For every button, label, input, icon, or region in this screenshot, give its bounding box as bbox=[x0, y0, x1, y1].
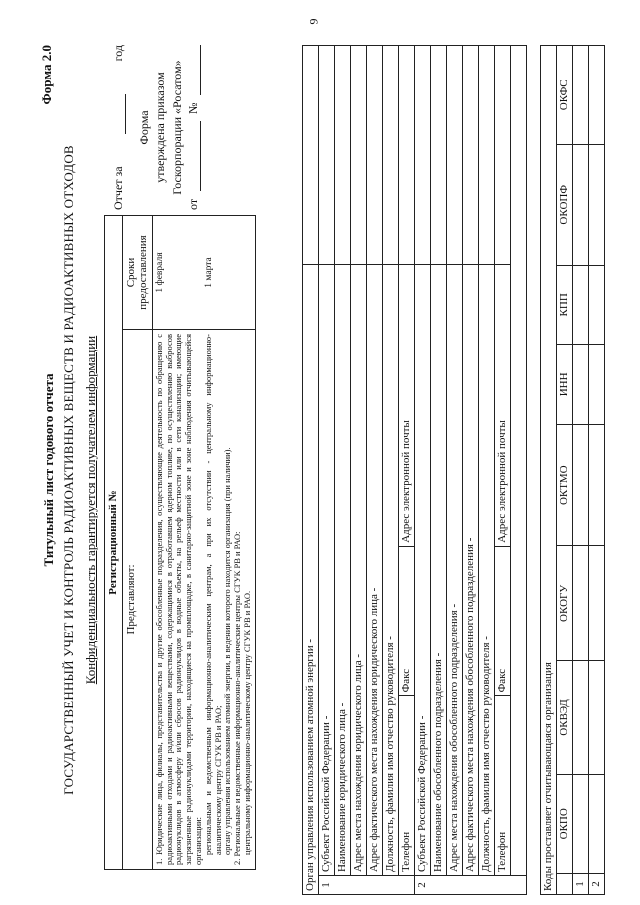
code-header: ОКОПФ bbox=[557, 144, 573, 265]
legal-name-field[interactable] bbox=[335, 46, 351, 265]
form-sheet bbox=[39, 45, 603, 895]
legal-actual-address-label: Адрес фактического места нахождения юридического лица - bbox=[367, 265, 383, 876]
document-title: Титульный лист годового отчета bbox=[41, 373, 56, 567]
code-header: ОКФС bbox=[557, 46, 573, 145]
code-header: КПП bbox=[557, 265, 573, 344]
head-field[interactable] bbox=[383, 46, 399, 265]
phone-label: Телефон bbox=[495, 696, 511, 876]
head-label: Должность, фамилия имя отчество руководителя - bbox=[479, 265, 495, 876]
codes-table bbox=[540, 45, 605, 895]
code-header: ОКВЭД bbox=[557, 661, 573, 774]
year-label: год bbox=[111, 45, 125, 62]
form-word: Форма bbox=[137, 110, 152, 145]
email-label: Адрес электронной почты bbox=[399, 265, 415, 546]
legal-actual-address-field[interactable] bbox=[367, 46, 383, 265]
registration-number: Регистрационный № bbox=[105, 216, 123, 870]
code-cell[interactable] bbox=[573, 144, 589, 265]
confidentiality-note: Конфиденциальность гарантируется получателем информации bbox=[83, 335, 98, 685]
page-number: 9 bbox=[306, 18, 321, 25]
unit-actual-address-field[interactable] bbox=[463, 46, 479, 265]
code-header: ОКОГУ bbox=[557, 546, 573, 661]
code-row-number: 2 bbox=[589, 874, 605, 895]
legal-address-label: Адрес места нахождения юридического лица - bbox=[351, 265, 367, 876]
code-cell[interactable] bbox=[589, 774, 605, 873]
fax-label: Факс bbox=[399, 546, 415, 696]
org-body-field[interactable] bbox=[303, 46, 319, 265]
organization-table bbox=[302, 45, 527, 895]
code-header: ОКТМО bbox=[557, 425, 573, 546]
registration-table bbox=[104, 215, 256, 870]
subject-rf-label: Субъект Российской Федерации - bbox=[415, 265, 431, 876]
code-cell[interactable] bbox=[589, 265, 605, 344]
code-header: ИНН bbox=[557, 344, 573, 424]
code-cell[interactable] bbox=[589, 46, 605, 145]
code-cell[interactable] bbox=[573, 661, 589, 774]
subject-rf-field[interactable] bbox=[415, 46, 431, 265]
code-cell[interactable] bbox=[589, 344, 605, 424]
code-cell[interactable] bbox=[573, 546, 589, 661]
unit-name-label: Наименование обособленного подразделения - bbox=[431, 265, 447, 876]
code-cell[interactable] bbox=[589, 425, 605, 546]
corp-name: Госкорпорации «Росатом» bbox=[169, 60, 184, 195]
code-cell[interactable] bbox=[589, 144, 605, 265]
code-row-number: 1 bbox=[573, 874, 589, 895]
code-header: ОКПО bbox=[557, 774, 573, 873]
from-label: от bbox=[185, 198, 200, 210]
subject-rf-label: Субъект Российской Федерации - bbox=[319, 265, 335, 876]
report-for-label: Отчет за bbox=[111, 166, 125, 210]
approval-date-field[interactable] bbox=[185, 121, 201, 191]
row-number: 2 bbox=[415, 876, 527, 895]
code-cell[interactable] bbox=[573, 344, 589, 424]
unit-actual-address-label: Адрес фактического места нахождения обособленного подразделения - bbox=[463, 265, 479, 876]
subject-rf-field[interactable] bbox=[319, 46, 335, 265]
code-cell[interactable] bbox=[589, 661, 605, 774]
phone-label: Телефон bbox=[399, 696, 415, 876]
codes-corner bbox=[557, 874, 573, 895]
deadline-values: 1 февраля 1 марта bbox=[152, 216, 255, 330]
form-number: Форма 2.0 bbox=[39, 45, 54, 105]
code-cell[interactable] bbox=[573, 425, 589, 546]
deadline-header: Сроки предоставления bbox=[122, 216, 152, 330]
email-field[interactable] bbox=[399, 46, 415, 265]
presents-header: Представляют: bbox=[122, 330, 152, 870]
document-subtitle: ГОСУДАРСТВЕННЫЙ УЧЕТ И КОНТРОЛЬ РАДИОАКТИВНЫХ ВЕЩЕСТВ И РАДИОАКТИВНЫХ ОТХОДОВ bbox=[61, 145, 76, 795]
email-label: Адрес электронной почты bbox=[495, 265, 511, 546]
report-year-field[interactable] bbox=[110, 94, 126, 134]
legal-name-label: Наименование юридического лица - bbox=[335, 265, 351, 876]
code-cell[interactable] bbox=[589, 546, 605, 661]
org-body-label: Орган управления использованием атомной энергии - bbox=[303, 265, 319, 895]
approval-block bbox=[110, 45, 201, 210]
approved-by: утверждена приказом bbox=[153, 72, 168, 183]
presenters-text: 1. Юридические лица, филиалы, представительства и другие обособленные подразделения, осуществляющие деятельность по обращению с радиоактивными отходами и радиоактивными веществами, содержащимися в отработавшем ядерном топливе, по осуществлению выбросов радионуклидов в атмосферу и/или сбросов радионуклидов в водные объекты, на рельеф местности или в сети канализации; имеющие загрязненные радионуклидами территории, находящиеся на промплощадке, в санитарно-защитной зоне и зоне наблюдения отчитывающейся организации: региональным и ведомственным информационно-аналитическим центрам, а при их отсутствии - центральному информационно-аналитическому центру СГУК РВ и РАО; органу управления использованием атомной энергии, в ведении которого находится организация (при наличии). 2. Региональные и ведомственные информационно-аналитические центры СГУК РВ и РАО: центральному информационно-аналитическому центру СГУК РВ и РАО. bbox=[152, 330, 255, 870]
head-field[interactable] bbox=[479, 46, 495, 265]
number-sign: № bbox=[185, 102, 200, 114]
fax-label: Факс bbox=[495, 546, 511, 696]
email-field[interactable] bbox=[495, 46, 511, 265]
legal-address-field[interactable] bbox=[351, 46, 367, 265]
unit-address-field[interactable] bbox=[447, 46, 463, 265]
approval-number-field[interactable] bbox=[185, 45, 201, 95]
unit-name-field[interactable] bbox=[431, 46, 447, 265]
code-cell[interactable] bbox=[573, 46, 589, 145]
unit-address-label: Адрес места нахождения обособленного подразделения - bbox=[447, 265, 463, 876]
codes-title: Коды проставляет отчитывающаяся организация bbox=[541, 46, 557, 895]
code-cell[interactable] bbox=[573, 265, 589, 344]
head-label: Должность, фамилия имя отчество руководителя - bbox=[383, 265, 399, 876]
code-cell[interactable] bbox=[573, 774, 589, 873]
blank-row[interactable] bbox=[511, 46, 527, 876]
row-number: 1 bbox=[319, 876, 415, 895]
